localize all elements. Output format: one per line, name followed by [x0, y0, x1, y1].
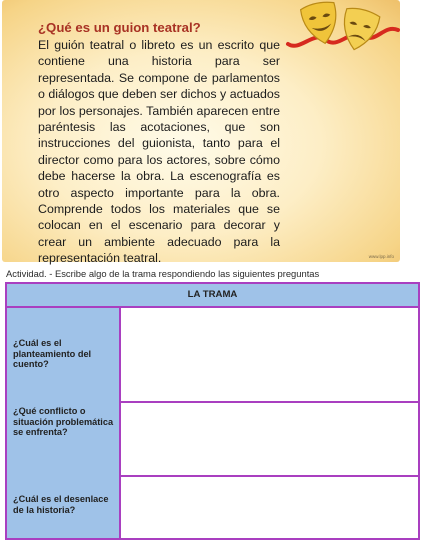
- question-conflicto: ¿Qué conflicto o situación problemática se enfrenta?: [13, 406, 114, 437]
- activity-instruction: Actividad. - Escribe algo de la trama respondiendo las siguientes preguntas: [6, 268, 320, 279]
- card-body: El guión teatral o libreto es un escrito que contiene una historia para ser representada. Se compone de parlamentos o diálogos que deben ser dichos y actuados por los personajes. También aparecen entre paréntesis las acotaciones, que son instrucciones del guionista, tanto para el director como para los actores, sobre cómo debe hacerse la obra. La escenografía es otro aspecto importante para la obra. Comprende todos los materiales que se colocan en el escenario para decorar y crear un ambiente adecuado para la representación teatral.: [38, 38, 280, 266]
- plot-table: [5, 282, 420, 540]
- answer-conflicto[interactable]: [121, 403, 418, 475]
- image-credit: www.lpp.info: [368, 254, 394, 259]
- answer-desenlace[interactable]: [121, 477, 418, 538]
- table-header: LA TRAMA: [7, 284, 418, 308]
- card-title: ¿Qué es un guion teatral?: [38, 20, 201, 35]
- theater-masks-icon: [280, 0, 400, 62]
- info-card: [2, 0, 400, 266]
- question-planteamiento: ¿Cuál es el planteamiento del cuento?: [13, 338, 92, 369]
- answer-planteamiento[interactable]: [121, 308, 418, 401]
- question-desenlace: ¿Cuál es el desenlace de la historia?: [13, 494, 109, 515]
